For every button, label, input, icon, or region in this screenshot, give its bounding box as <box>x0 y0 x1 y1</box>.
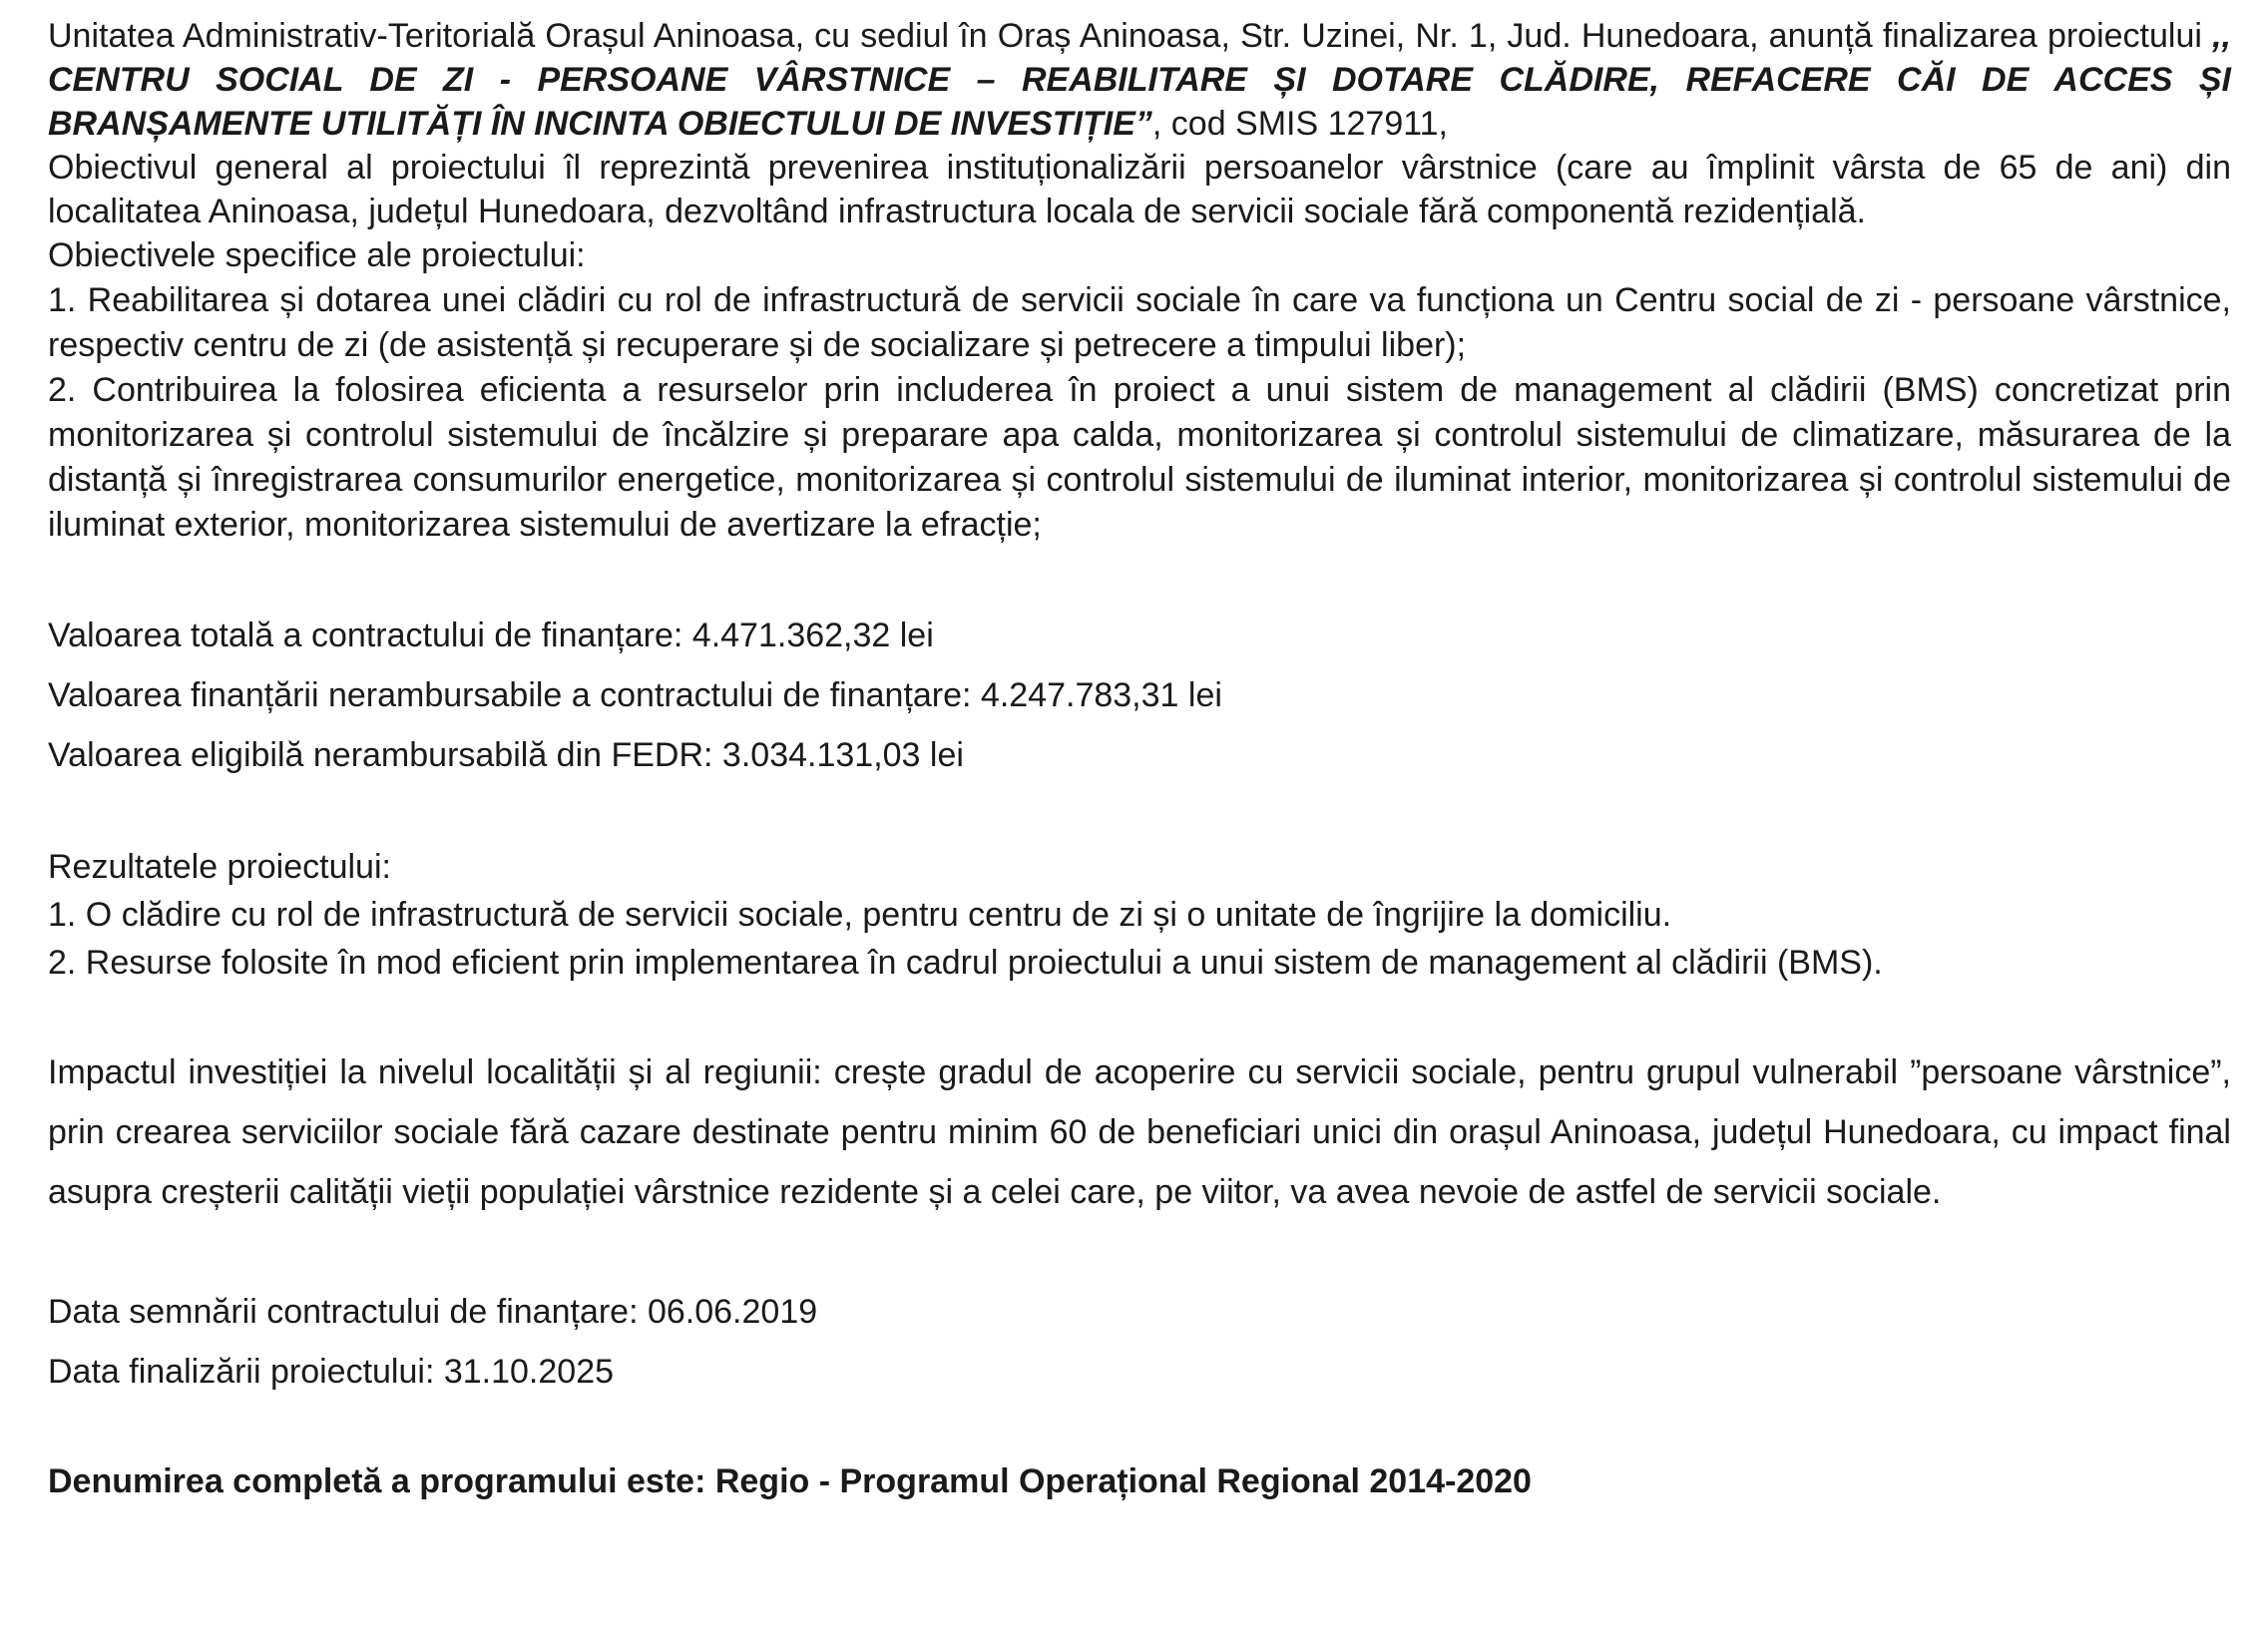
specific-objectives-section <box>48 233 2231 278</box>
project-completed-date: Data finalizării proiectului: 31.10.2025 <box>48 1353 615 1391</box>
specific-objectives-list <box>48 278 2231 548</box>
spacer <box>48 1222 2231 1282</box>
specific-objective-item: 2. Contribuirea la folosirea eficienta a resurselor prin includerea în proiect a unui sistem de management al clădirii (BMS) concretizat prin monitorizarea și controlul sistemului de încălzire și preparare apa calda, monitorizarea și controlul sistemului de climatizare, măsurarea de la distanță și înregistrarea consumurilor energetice, monitorizarea și controlul sistemului de iluminat interior, monitorizarea și controlul sistemului de iluminat exterior, monitorizarea sistemului de avertizare la efracție; <box>48 371 2231 544</box>
eligible-fedr-value: Valoarea eligibilă nerambursabilă din FEDR: 3.034.131,03 lei <box>48 736 964 774</box>
contract-signed-date: Data semnării contractului de finanțare: 06.06.2019 <box>48 1293 818 1331</box>
intro-paragraph <box>48 14 2231 146</box>
specific-objectives-heading: Obiectivele specifice ale proiectului: <box>48 236 586 274</box>
spacer <box>48 785 2231 843</box>
spacer <box>48 1402 2231 1457</box>
spacer <box>48 548 2231 606</box>
program-name: Denumirea completă a programului este: Regio - Programul Operațional Regional 2014-2020 <box>48 1462 1532 1500</box>
dates-section <box>48 1282 2231 1402</box>
impact-paragraph: Impactul investiției la nivelul localității și al regiunii: crește gradul de acoperire cu servicii sociale, pentru grupul vulnerabil ”persoane vârstnice”, prin crearea serviciilor sociale fără cazare destinate pentru minim 60 de beneficiari unici din orașul Aninoasa, județul Hunedoara, cu impact final asupra creșterii calității vieții populației vârstnice rezidente și a celei care, pe viitor, va avea nevoie de astfel de servicii sociale. <box>48 1053 2231 1211</box>
project-title: ,, CENTRU SOCIAL DE ZI - PERSOANE VÂRSTNICE – REABILITARE ȘI DOTARE CLĂDIRE, REFACERE CĂI DE ACCES ȘI BRANȘAMENTE UTILITĂȚI ÎN INCINTA OBIECTULUI DE INVESTIȚIE” <box>48 17 2231 143</box>
general-objective: Obiectivul general al proiectului îl reprezintă prevenirea instituționalizării persoanelor vârstnice (care au împlinit vârsta de 65 de ani) din localitatea Aninoasa, județul Hunedoara, dezvoltând infrastructura locala de servicii sociale fără componentă rezidențială. <box>48 149 2231 230</box>
total-value: Valoarea totală a contractului de finanțare: 4.471.362,32 lei <box>48 617 934 654</box>
specific-objective-item: 1. Reabilitarea și dotarea unei clădiri cu rol de infrastructură de servicii sociale în care va funcționa un Centru social de zi - persoane vârstnice, respectiv centru de zi (de asistență și recuperare și de socializare și petrecere a timpului liber); <box>48 281 2231 364</box>
spacer <box>48 987 2231 1042</box>
result-item: 1. O clădire cu rol de infrastructură de servicii sociale, pentru centru de zi și o unitate de îngrijire la domiciliu. <box>48 896 1672 934</box>
intro-prefix: Unitatea Administrativ-Teritorială Orașul Aninoasa, cu sediul în Oraș Aninoasa, Str. Uzinei, Nr. 1, Jud. Hunedoara, anunță finalizarea proiectului <box>48 17 2213 55</box>
nonrefundable-value: Valoarea finanțării nerambursabile a contractului de finanțare: 4.247.783,31 lei <box>48 676 1222 714</box>
intro-suffix: , cod SMIS 127911, <box>1151 105 1448 143</box>
results-section <box>48 843 2231 987</box>
results-heading: Rezultatele proiectului: <box>48 848 391 886</box>
financial-values <box>48 606 2231 785</box>
result-item: 2. Resurse folosite în mod eficient prin implementarea în cadrul proiectului a unui sistem de management al clădirii (BMS). <box>48 944 1883 982</box>
